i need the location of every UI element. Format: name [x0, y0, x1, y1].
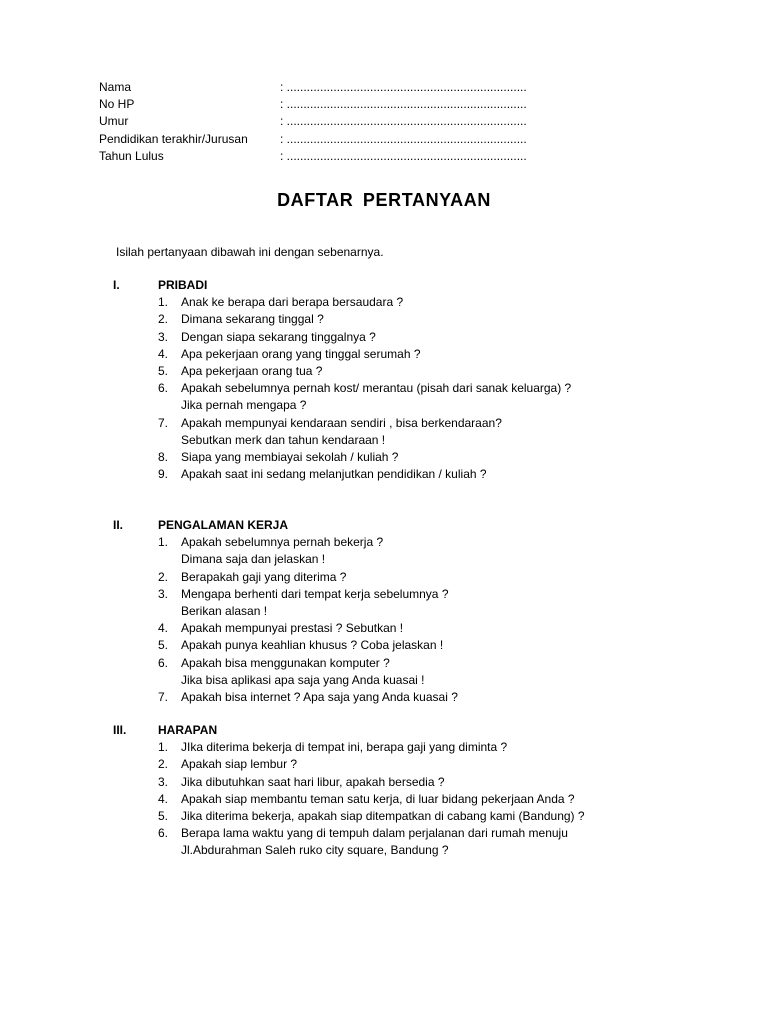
question-number: 5.	[158, 363, 169, 378]
question-number: 4.	[158, 621, 169, 636]
applicant-info-fields	[99, 79, 527, 165]
field-label: Pendidikan terakhir/Jurusan	[99, 131, 248, 146]
question-text: Apakah siap membantu teman satu kerja, di luar bidang pekerjaan Anda ?	[181, 791, 575, 806]
question-text: Berapa lama waktu yang di tempuh dalam perjalanan dari rumah menuju	[181, 826, 568, 841]
field-blank-line: : ........................................................................	[280, 148, 527, 163]
question-subtext: Dimana saja dan jelaskan !	[181, 552, 326, 567]
question-text: Apakah saat ini sedang melanjutkan pendidikan / kuliah ?	[181, 467, 487, 482]
question-item	[113, 655, 458, 689]
question-text: Apakah mempunyai kendaraan sendiri , bisa berkendaraan?	[181, 415, 502, 430]
question-text: Apa pekerjaan orang tua ?	[181, 363, 323, 378]
field-blank-line: : ........................................................................	[280, 131, 527, 146]
question-item	[113, 466, 571, 483]
question-number: 3.	[158, 586, 169, 601]
question-item	[113, 449, 571, 466]
field-row-no-hp	[99, 96, 527, 113]
question-text: Anak ke berapa dari berapa bersaudara ?	[181, 295, 404, 310]
question-subtext: Jl.Abdurahman Saleh ruko city square, Bandung ?	[181, 843, 449, 858]
question-text: Jika diterima bekerja, apakah siap ditempatkan di cabang kami (Bandung) ?	[181, 808, 585, 823]
question-number: 2.	[158, 312, 169, 327]
question-number: 3.	[158, 329, 169, 344]
question-item	[113, 569, 458, 586]
question-number: 1.	[158, 295, 169, 310]
field-blank-line: : ........................................................................	[280, 80, 527, 94]
field-label: Nama	[99, 80, 132, 94]
question-number: 2.	[158, 569, 169, 584]
question-subtext: Berikan alasan !	[181, 603, 268, 618]
question-number: 5.	[158, 808, 169, 823]
section-heading	[113, 277, 571, 294]
section-numeral: III.	[113, 723, 127, 737]
question-text: Dengan siapa sekarang tinggalnya ?	[181, 329, 376, 344]
field-label: No HP	[99, 97, 135, 112]
intro-text: Isilah pertanyaan dibawah ini dengan sebenarnya.	[116, 245, 384, 259]
question-text: Apakah sebelumnya pernah bekerja ?	[181, 535, 384, 550]
field-row-pendidikan	[99, 131, 527, 148]
section-pribadi	[113, 277, 571, 483]
question-list	[113, 294, 571, 483]
field-label: Tahun Lulus	[99, 148, 164, 163]
section-title: PENGALAMAN KERJA	[158, 518, 289, 532]
field-blank-line: : ........................................................................	[280, 97, 527, 112]
question-text: Apa pekerjaan orang yang tinggal serumah ?	[181, 346, 421, 361]
question-number: 7.	[158, 689, 169, 704]
question-item	[113, 620, 458, 637]
field-row-tahun-lulus	[99, 148, 527, 165]
section-title: HARAPAN	[158, 723, 218, 737]
question-text: Jika dibutuhkan saat hari libur, apakah bersedia ?	[181, 774, 445, 789]
question-text: Apakah punya keahlian khusus ? Coba jelaskan !	[181, 638, 444, 653]
question-text: Siapa yang membiayai sekolah / kuliah ?	[181, 449, 399, 464]
question-text: Apakah sebelumnya pernah kost/ merantau (pisah dari sanak keluarga) ?	[181, 381, 572, 396]
question-subtext: Jika pernah mengapa ?	[181, 398, 307, 413]
section-title: PRIBADI	[158, 278, 208, 292]
field-blank-line: : ........................................................................	[280, 114, 527, 129]
question-item	[113, 346, 571, 363]
question-text: Berapakah gaji yang diterima ?	[181, 569, 347, 584]
question-text: Mengapa berhenti dari tempat kerja sebelumnya ?	[181, 586, 449, 601]
question-number: 4.	[158, 346, 169, 361]
question-item	[113, 774, 585, 791]
section-heading	[113, 722, 585, 739]
question-number: 1.	[158, 740, 169, 755]
field-label: Umur	[99, 114, 129, 129]
question-item	[113, 294, 571, 311]
question-text: Dimana sekarang tinggal ?	[181, 312, 324, 327]
question-text: Apakah mempunyai prestasi ? Sebutkan !	[181, 621, 404, 636]
question-item	[113, 329, 571, 346]
question-number: 9.	[158, 467, 169, 482]
question-text: Apakah bisa menggunakan komputer ?	[181, 655, 390, 670]
field-row-umur	[99, 113, 527, 130]
question-list	[113, 739, 585, 859]
section-numeral: I.	[113, 278, 120, 292]
question-subtext: Jika bisa aplikasi apa saja yang Anda kuasai !	[181, 672, 425, 687]
question-number: 4.	[158, 791, 169, 806]
question-item	[113, 791, 585, 808]
question-item	[113, 534, 458, 568]
question-item	[113, 689, 458, 706]
question-number: 5.	[158, 638, 169, 653]
question-number: 1.	[158, 535, 169, 550]
question-item	[113, 825, 585, 859]
question-text: Apakah bisa internet ? Apa saja yang Anda kuasai ?	[181, 689, 458, 704]
document-title: DAFTAR PERTANYAAN	[277, 190, 491, 210]
question-number: 8.	[158, 449, 169, 464]
section-heading	[113, 517, 458, 534]
question-item	[113, 739, 585, 756]
question-number: 6.	[158, 655, 169, 670]
question-item	[113, 380, 571, 414]
section-harapan	[113, 722, 585, 860]
question-item	[113, 808, 585, 825]
question-subtext: Sebutkan merk dan tahun kendaraan !	[181, 432, 386, 447]
question-item	[113, 756, 585, 773]
question-number: 6.	[158, 826, 169, 841]
question-item	[113, 637, 458, 654]
question-number: 7.	[158, 415, 169, 430]
question-item	[113, 586, 458, 620]
question-list	[113, 534, 458, 706]
question-item	[113, 311, 571, 328]
field-row-nama	[99, 79, 527, 96]
question-text: Apakah siap lembur ?	[181, 757, 298, 772]
section-pengalaman-kerja	[113, 517, 458, 706]
question-number: 2.	[158, 757, 169, 772]
question-item	[113, 363, 571, 380]
question-text: JIka diterima bekerja di tempat ini, berapa gaji yang diminta ?	[181, 740, 508, 755]
question-number: 3.	[158, 774, 169, 789]
question-item	[113, 415, 571, 449]
question-number: 6.	[158, 381, 169, 396]
section-numeral: II.	[113, 518, 124, 532]
